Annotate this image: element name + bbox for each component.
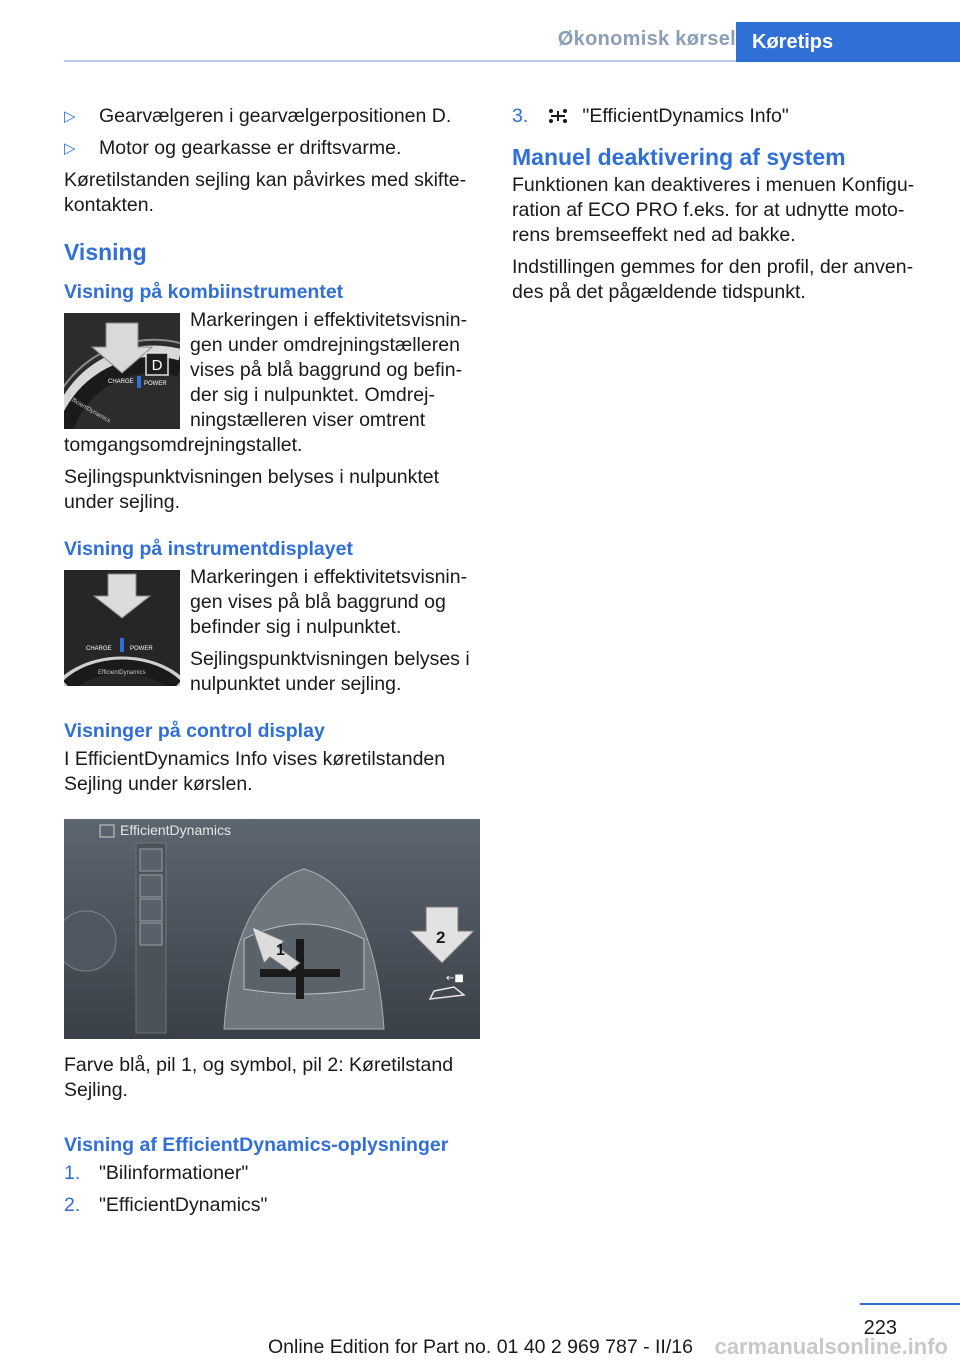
list-item [512,104,930,129]
subheading-control-display: Visninger på control display [64,720,325,742]
list-item [64,104,482,129]
step-number: 3. [512,105,529,127]
header-section-title: Økonomisk kørsel [557,28,736,50]
subheading-kombiinstrument: Visning på kombiinstrumentet [64,281,344,303]
step-text: "EfficientDynamics Info" [582,105,789,127]
section-heading-visning: Visning [64,239,147,265]
paragraph: Indstillingen gemmes for den profil, der anvendes på det pågældende tidspunkt. [512,256,914,303]
header-rule [64,60,736,62]
power-label: POWER [130,646,153,652]
step-text: "EfficientDynamics" [99,1194,268,1216]
section-heading-manual-deactivation: Manuel deaktivering af system [512,144,846,170]
brand-label: EfficientDynamics [67,395,112,425]
list-item [64,1193,482,1218]
edition-line: Online Edition for Part no. 01 40 2 969 787 - II/16 [268,1336,693,1358]
page-number: 223 [863,1317,897,1339]
paragraph: Funktionen kan deaktiveres i menuen Konfiguration af ECO PRO f.eks. for at udnytte motorens bremseeffekt ned ad bakke. [512,174,915,246]
paragraph: I EfficientDynamics Info vises køretilstanden Sejling under kørslen. [64,748,446,795]
instrument-figure-block [64,565,482,697]
control-display-image [64,819,480,1039]
list-item [64,136,482,161]
list-item [64,1161,482,1186]
sailing-symbol-icon: ←■ [446,973,464,984]
list-item-text: Gearvælgeren i gearvælgerpositionen D. [99,105,452,127]
bullet-triangle-icon: ▷ [64,108,76,125]
instrument-display-image [64,570,180,686]
control-display-title: EfficientDynamics [120,822,232,838]
subheading-instrumentdisplay: Visning på instrumentdisplayet [64,538,353,560]
paragraph: Køretilstanden sejling kan påvirkes med skiftekontakten. [64,169,467,216]
step-number: 2. [64,1194,81,1216]
paragraph: Sejlingspunktvisningen belyses i nulpunktet under sejling. [64,466,440,513]
gear-indicator: D [151,357,163,374]
arrow-2-label: 2 [436,928,446,947]
step-text: "Bilinformationer" [99,1162,249,1184]
watermark: carmanualsonline.info [714,1334,948,1359]
efficiency-symbol-icon [547,108,569,124]
image-caption: Farve blå, pil 1, og symbol, pil 2: Køretilstand Sejling. [64,1054,454,1101]
right-column [512,104,930,312]
paragraph: Markeringen i effektivitetsvisningen vises på blå baggrund og befinder sig i nulpunktet. [190,566,468,638]
step-number: 1. [64,1162,81,1184]
bullet-triangle-icon: ▷ [64,140,76,157]
charge-label: CHARGE [86,646,112,652]
kombi-instrument-image [64,313,180,429]
charge-label: CHARGE [108,379,134,385]
header-chapter-tab: Køretips [736,22,960,62]
paragraph: Markeringen i effektivitetsvisningen under omdrejningstælleren vises på blå baggrund og befinder sig i nulpunktet. Omdrejningstælleren viser omtrent tomgangsomdrejningstallet. [64,309,468,456]
left-column [64,104,482,1225]
page-header [0,0,960,62]
power-label: POWER [144,381,167,387]
subheading-efficientdynamics: Visning af EfficientDynamics-oplysninger [64,1134,449,1156]
arrow-1-label: 1 [276,942,285,959]
paragraph: Sejlingspunktvisningen belyses i nulpunktet under sejling. [190,648,470,695]
kombi-figure-block [64,308,482,458]
footer-rule [860,1303,960,1305]
list-item-text: Motor og gearkasse er driftsvarme. [99,137,402,159]
brand-label: EfficientDynamics [98,670,146,676]
